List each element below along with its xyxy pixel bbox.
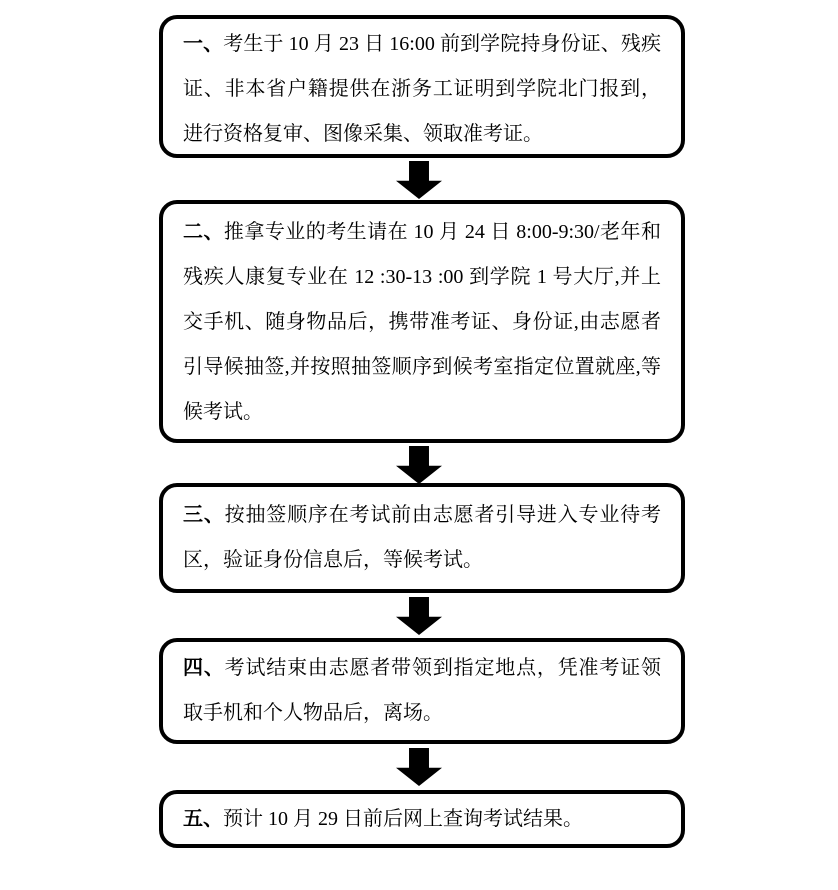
flow-step-3-number: 三、 xyxy=(183,504,225,526)
flow-step-4-text xyxy=(183,646,661,736)
flow-step-5-body: 预计 10 月 29 日前后网上查询考试结果。 xyxy=(223,808,583,830)
flow-step-3-body: 按抽签顺序在考试前由志愿者引导进入专业待考区，验证身份信息后，等候考试。 xyxy=(183,504,662,571)
flow-step-4-number: 四、 xyxy=(183,657,225,679)
flow-step-1-box xyxy=(159,15,685,158)
flow-step-1-number: 一、 xyxy=(183,33,224,55)
down-arrow-icon xyxy=(396,161,442,199)
flow-step-2-body: 推拿专业的考生请在 10 月 24 日 8:00-9:30/老年和残疾人康复专业在 12 :30-13 :00 到学院 1 号大厅,并上交手机、随身物品后，携带准考证、身份证,由志愿者引导候抽签,并按照抽签顺序到候考室指定位置就座,等候考试。 xyxy=(183,221,661,423)
flow-step-3-text xyxy=(183,493,661,583)
flow-step-1-text xyxy=(183,22,661,157)
flow-step-5-text xyxy=(183,794,661,844)
flow-step-5-number: 五、 xyxy=(183,808,223,830)
flow-step-1-body: 考生于 10 月 23 日 16:00 前到学院持身份证、残疾证、非本省户籍提供在浙务工证明到学院北门报到，进行资格复审、图像采集、领取准考证。 xyxy=(183,33,662,145)
flow-step-2-box xyxy=(159,200,685,443)
flow-step-2-number: 二、 xyxy=(183,221,224,243)
down-arrow-icon xyxy=(396,748,442,786)
flow-step-4-box xyxy=(159,638,685,744)
flow-step-4-body: 考试结束由志愿者带领到指定地点，凭准考证领取手机和个人物品后，离场。 xyxy=(183,657,662,724)
flow-step-5-box xyxy=(159,790,685,848)
flow-step-3-box xyxy=(159,483,685,593)
down-arrow-icon xyxy=(396,446,442,484)
down-arrow-icon xyxy=(396,597,442,635)
flow-step-2-text xyxy=(183,210,661,435)
